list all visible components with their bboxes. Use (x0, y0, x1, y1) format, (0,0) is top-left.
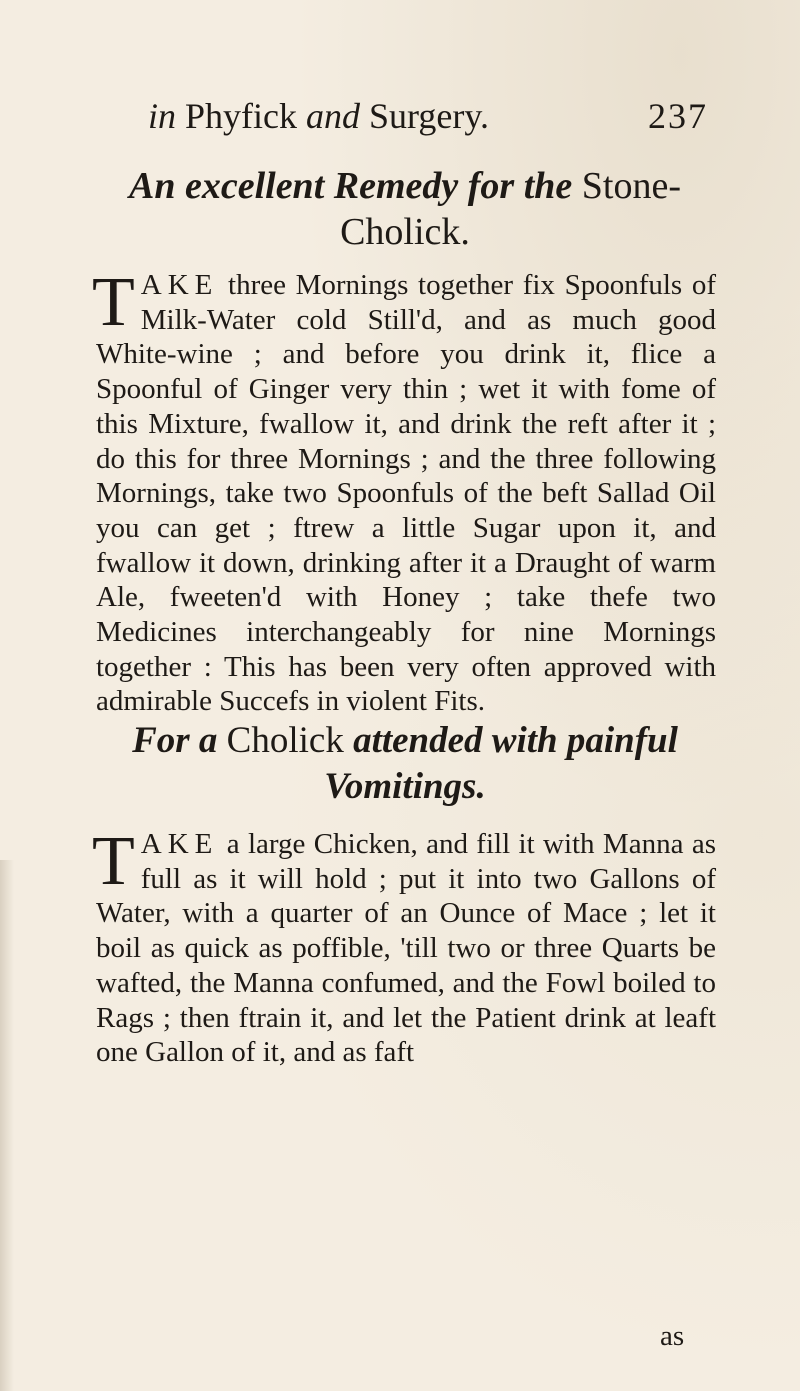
section2-title (95, 718, 715, 810)
section2-title-part2: attended with painful (353, 720, 678, 761)
section1-body (92, 264, 716, 719)
section2-first-word: AKE (140, 828, 219, 860)
header-prefix: in (148, 96, 177, 136)
section1-title (95, 163, 715, 255)
section2-text: a large Chicken, and fill it with Manna as full as it will hold ; put it into two Gallons of Water, with a quarter of an Ounce of Mace ; let it boil as quick as poffible, 'till two or three Quarts be wafted, the Manna confumed, and the Fowl boiled to Rags ; then ftrain it, and let the Patient drink at leaft one Gallon of it, and as faft (96, 828, 716, 1069)
running-header (148, 95, 708, 145)
section2-body (92, 823, 716, 1070)
section2-title-roman: Cholick (226, 720, 344, 761)
section1-dropcap: T (92, 264, 135, 341)
section1-title-roman: Stone- (581, 165, 681, 207)
section1-title-italic: An excellent Remedy for the (129, 165, 573, 207)
header-word2: Surgery. (369, 96, 490, 136)
section2-title-part1: For a (132, 720, 218, 761)
section1-text: three Mornings together fix Spoonfuls of Milk-Water cold Still'd, and as much good White-wine ; and before you drink it, flice a Spoonful of Ginger very thin ; wet it with fome of this Mixture, fwallow it, and drink the reft after it ; do this for three Mornings ; and the three following Mornings, take two Spoonfuls of the beft Sallad Oil you can get ; ftrew a little Sugar upon it, and fwallow it down, drinking after it a Draught of warm Ale, fweeten'd with Honey ; take thefe two Medicines interchangeably for nine Mornings together : This has been very often approved with admirable Succefs in violent Fits. (96, 269, 716, 718)
section1-title-line2: Cholick. (340, 211, 470, 253)
section2-title-line2: Vomitings. (324, 766, 486, 807)
section1-first-word: AKE (140, 269, 219, 301)
catchword: as (660, 1320, 685, 1352)
header-word1: Phyfick (185, 96, 298, 136)
page-number: 237 (648, 96, 708, 136)
header-conjunction: and (306, 96, 361, 136)
page-gutter-shadow (0, 860, 14, 1391)
section2-dropcap: T (92, 823, 135, 900)
